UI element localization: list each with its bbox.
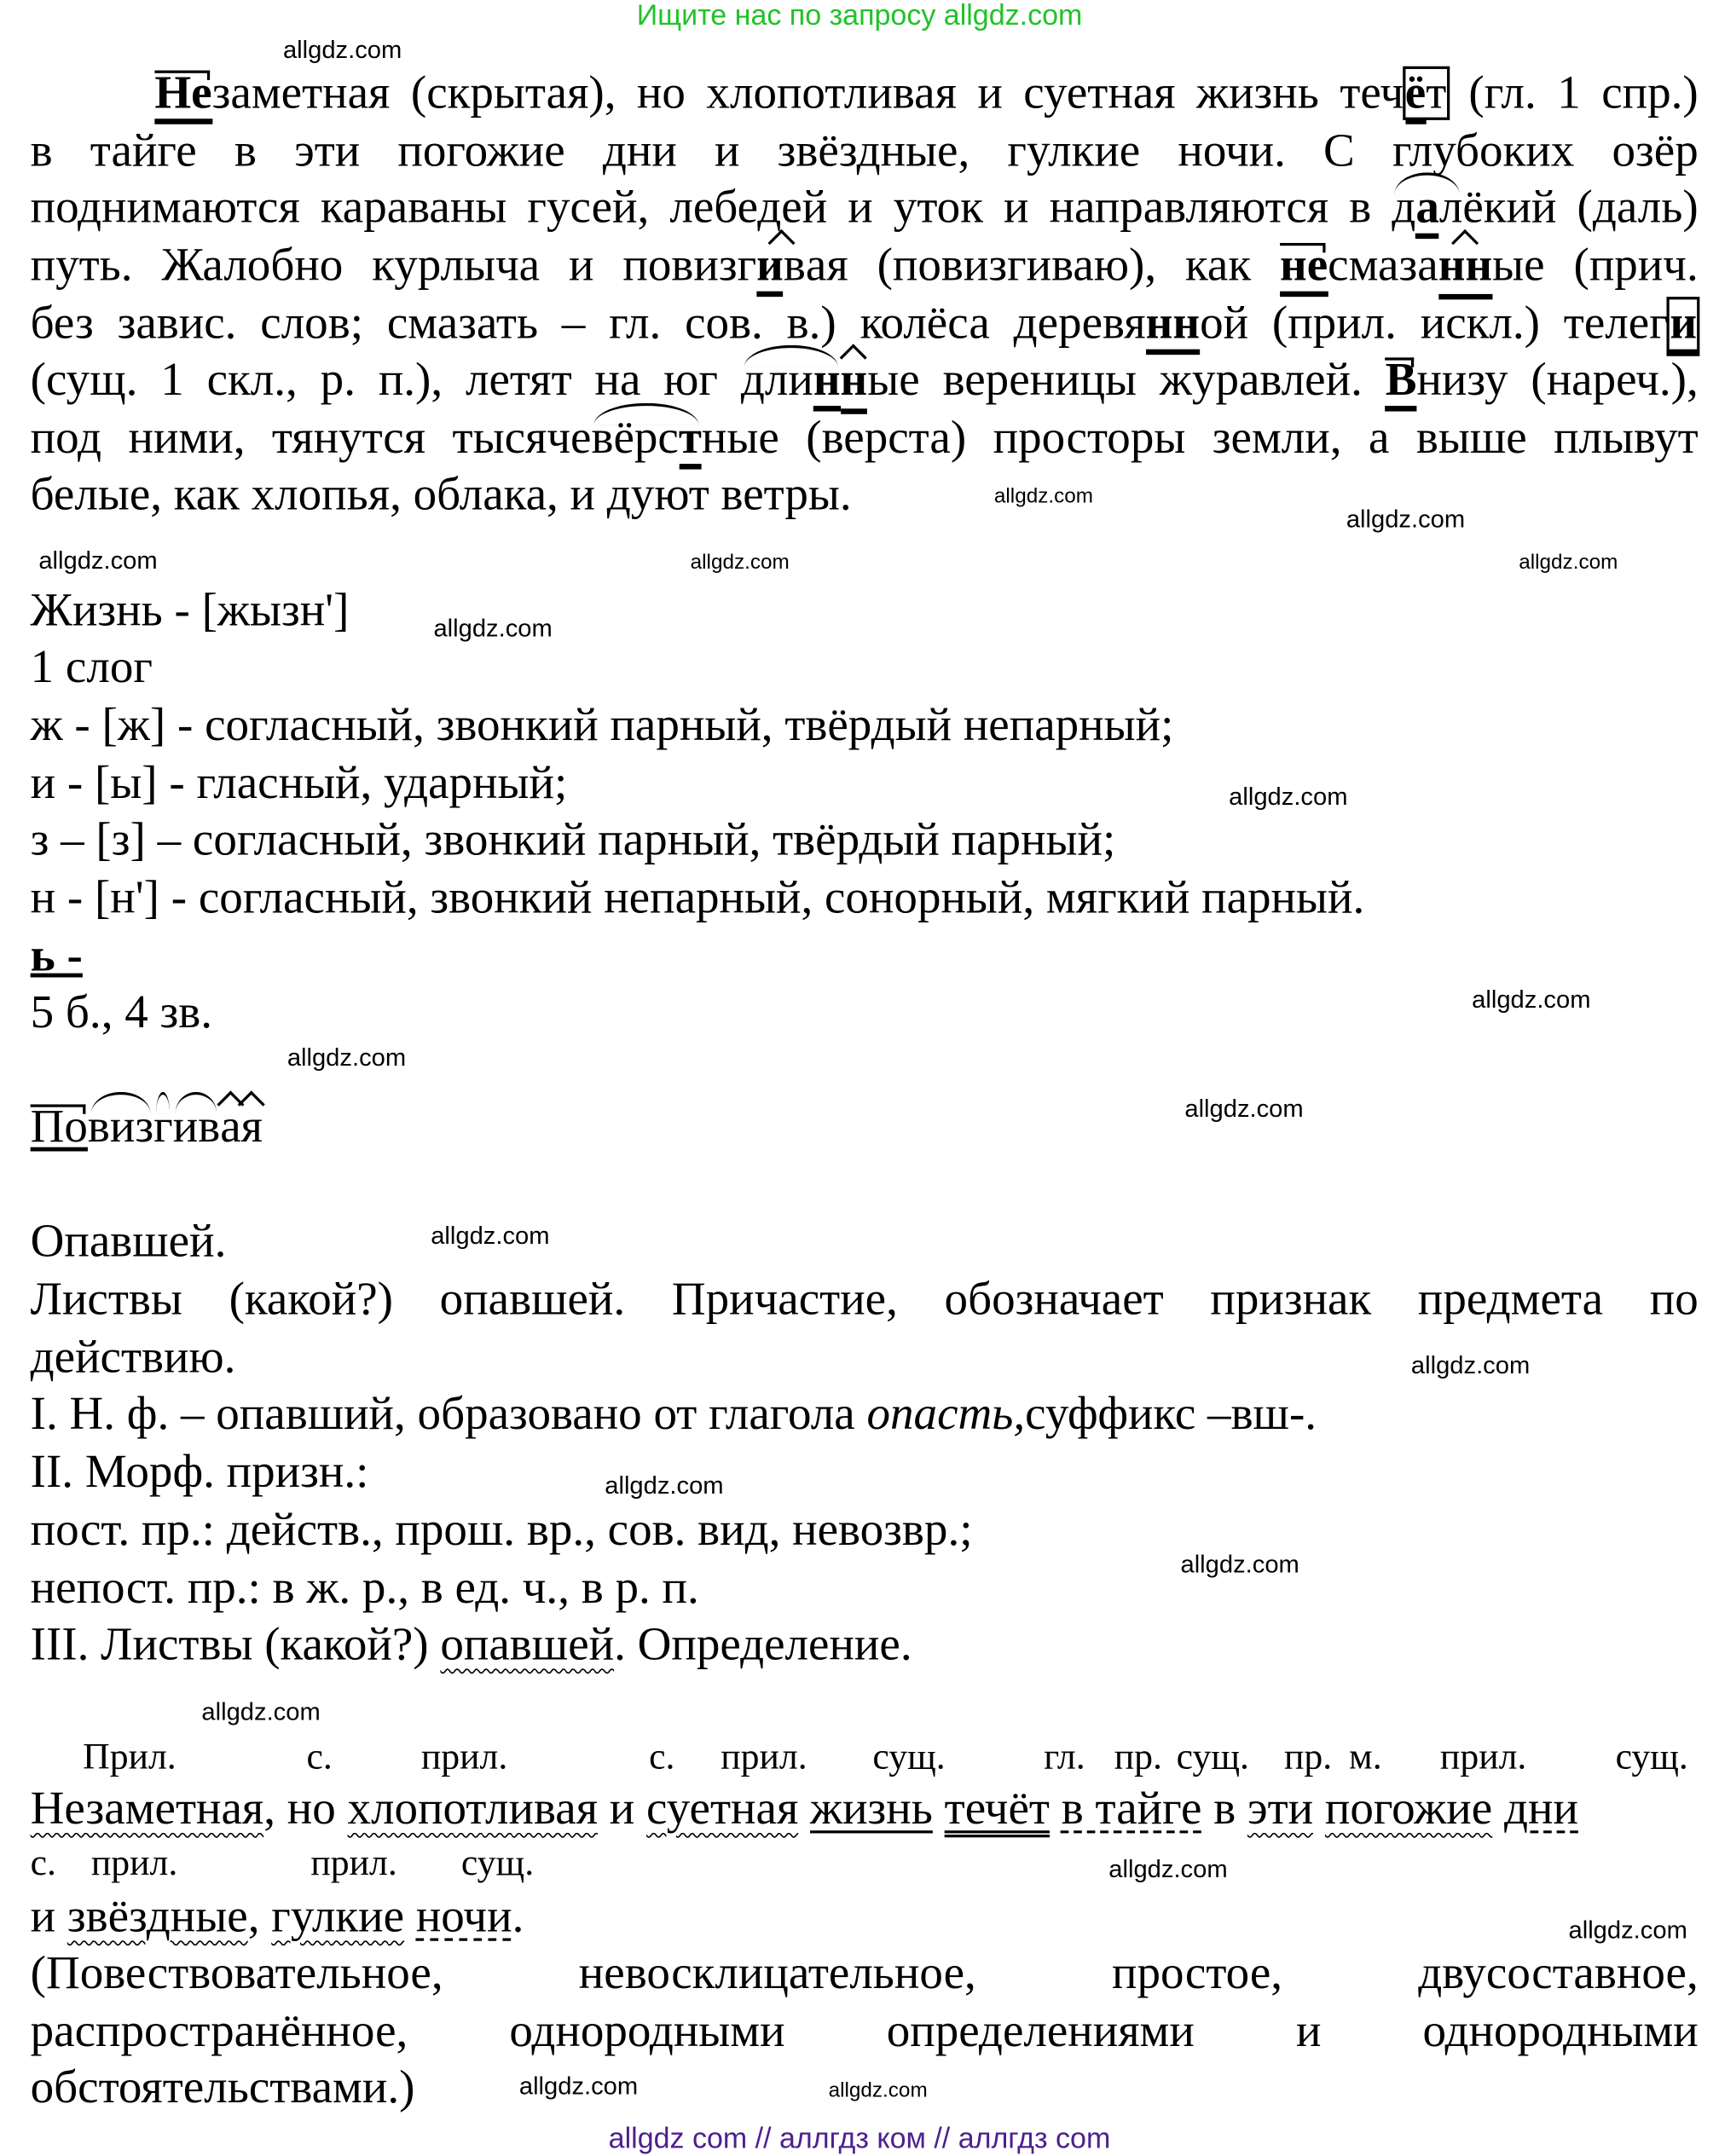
text: нн bbox=[1146, 298, 1200, 355]
suffix-mark: н bbox=[841, 354, 868, 414]
watermark: allgdz.com bbox=[1568, 1916, 1687, 1944]
pos-label: сущ. bbox=[460, 1841, 535, 1883]
text: под ними, тянутся тысяче bbox=[30, 413, 592, 465]
pos-label: с. bbox=[306, 1735, 333, 1777]
text: заметная (скрытая), но хлопотливая и суетная жизнь теч bbox=[211, 67, 1404, 119]
text: а bbox=[1415, 182, 1439, 239]
watermark: allgdz.com bbox=[690, 551, 790, 575]
header-banner[interactable]: Ищите нас по запросу allgdz.com bbox=[636, 0, 1083, 32]
sentence-description: обстоятельствами.) bbox=[30, 2062, 415, 2114]
watermark: allgdz.com bbox=[518, 2072, 639, 2100]
text: опасть, bbox=[866, 1389, 1026, 1440]
sound-total: 5 б., 4 зв. bbox=[30, 986, 213, 1038]
parsed-sentence bbox=[31, 1783, 1578, 1838]
suffix-arc: ив bbox=[173, 1101, 220, 1156]
text: ные (верста) просторы земли, а выше плывут bbox=[701, 413, 1699, 465]
suffix-mark: нн bbox=[1438, 239, 1492, 299]
pos-label: пр. bbox=[1114, 1735, 1162, 1777]
word: хлопотливая bbox=[347, 1783, 599, 1835]
word bbox=[933, 1783, 945, 1835]
pos-label: сущ. bbox=[1176, 1735, 1249, 1777]
watermark: allgdz.com bbox=[431, 1222, 550, 1250]
participle-line bbox=[31, 1387, 1317, 1442]
parsed-sentence bbox=[31, 1890, 524, 1945]
prefix-mark: В bbox=[1386, 355, 1417, 411]
predicate: течёт bbox=[944, 1783, 1050, 1835]
word: погожие bbox=[1324, 1783, 1493, 1835]
participle-line bbox=[31, 1618, 912, 1673]
paragraph-line bbox=[31, 354, 1699, 414]
text: низу (нареч.), bbox=[1416, 355, 1699, 407]
text: суффикс –вш-. bbox=[1025, 1389, 1317, 1440]
root-arc bbox=[741, 354, 841, 409]
watermark: allgdz.com bbox=[286, 1043, 407, 1072]
watermark: allgdz.com bbox=[433, 614, 553, 642]
footer-links[interactable]: allgdz com // аллгдз ком // аллгдз com bbox=[608, 2123, 1111, 2155]
word: эти bbox=[1247, 1783, 1314, 1835]
word: , но bbox=[263, 1783, 348, 1835]
pos-label: сущ. bbox=[1615, 1735, 1688, 1777]
text: д bbox=[1392, 182, 1416, 234]
word bbox=[404, 1891, 416, 1942]
text: ёкий (даль) bbox=[1462, 182, 1699, 234]
watermark: allgdz.com bbox=[993, 484, 1094, 508]
text: т bbox=[1426, 67, 1447, 119]
participle-word: Опавшей. bbox=[30, 1216, 227, 1268]
watermark: allgdz.com bbox=[1519, 551, 1618, 575]
participle-line: непост. пр.: в ж. р., в ед. ч., в р. п. bbox=[30, 1563, 699, 1614]
word: звёздные bbox=[67, 1891, 248, 1943]
paragraph-line bbox=[31, 412, 1699, 467]
watermark: allgdz.com bbox=[1346, 505, 1466, 534]
word bbox=[1313, 1783, 1325, 1835]
watermark: allgdz.com bbox=[1472, 986, 1591, 1014]
watermark: allgdz.com bbox=[605, 1471, 724, 1500]
paragraph-line bbox=[31, 297, 1699, 352]
prefix-mark: не bbox=[1280, 240, 1328, 297]
pos-label: прил. bbox=[420, 1735, 508, 1777]
text: ые вереницы журавлей. bbox=[867, 355, 1386, 407]
pos-label: с. bbox=[30, 1841, 56, 1883]
pos-label: прил. bbox=[90, 1841, 178, 1883]
watermark: allgdz.com bbox=[38, 546, 158, 575]
watermark: allgdz.com bbox=[1229, 783, 1348, 811]
root-arc: виз bbox=[88, 1101, 153, 1156]
root-arc bbox=[591, 412, 701, 467]
morphemic-word bbox=[31, 1101, 263, 1156]
text: III. Листвы (какой?) bbox=[30, 1619, 441, 1671]
watermark: allgdz.com bbox=[1108, 1855, 1228, 1883]
text: (сущ. 1 скл., р. п.), летят на юг bbox=[30, 355, 741, 407]
word: Незаметная bbox=[30, 1783, 264, 1835]
text: ые (прич. bbox=[1492, 240, 1699, 292]
text: опавшей bbox=[440, 1619, 615, 1671]
text: (гл. 1 спр.) bbox=[1468, 67, 1699, 119]
text: I. Н. ф. – опавший, образовано от глагола bbox=[30, 1389, 867, 1440]
pos-label: прил. bbox=[721, 1735, 807, 1777]
pos-label: Прил. bbox=[83, 1735, 177, 1777]
text: в bbox=[783, 240, 806, 292]
pos-label: прил. bbox=[1439, 1735, 1527, 1777]
subject: жизнь bbox=[810, 1783, 933, 1835]
paragraph-line: белые, как хлопья, облака, и дуют ветры. bbox=[30, 469, 852, 521]
soft-sign: ь - bbox=[30, 930, 83, 982]
word bbox=[798, 1783, 810, 1835]
suffix-mark bbox=[756, 239, 806, 294]
participle-line: Листвы (какой?) опавшей. Причастие, обозначает признак предмета по bbox=[30, 1274, 1699, 1326]
watermark: allgdz.com bbox=[201, 1697, 321, 1726]
sound-line: н - [н'] - согласный, звонкий непарный, сонорный, мягкий парный. bbox=[30, 872, 1365, 924]
sound-line: ж - [ж] - согласный, звонкий парный, твёрдый непарный; bbox=[30, 699, 1174, 751]
watermark: allgdz.com bbox=[1410, 1351, 1531, 1379]
participle-line: II. Морф. призн.: bbox=[30, 1447, 369, 1498]
adverbial: ночи bbox=[415, 1891, 512, 1943]
sentence-description: (Повествовательное, невосклицательное, простое, двусоставное, bbox=[30, 1947, 1699, 1999]
phonetic-word: Жизнь - [жызн'] bbox=[30, 585, 350, 637]
adverbial: в тайге bbox=[1061, 1783, 1202, 1835]
text: без завис. слов; смазать – гл. сов. в.) колёса деревя bbox=[30, 298, 1146, 350]
text: т bbox=[679, 413, 702, 469]
word: . bbox=[512, 1891, 524, 1943]
text: л bbox=[1438, 182, 1463, 234]
paragraph-line bbox=[31, 181, 1699, 236]
text: ой (прил. искл.) телег bbox=[1200, 298, 1669, 350]
word: , bbox=[247, 1891, 272, 1943]
paragraph-line: в тайге в эти погожие дни и звёздные, гулкие ночи. С глубоких озёр bbox=[30, 125, 1699, 177]
watermark: allgdz.com bbox=[1180, 1550, 1299, 1578]
adverbial: дни bbox=[1503, 1783, 1578, 1835]
sound-line: з – [з] – согласный, звонкий парный, твёрдый парный; bbox=[30, 814, 1116, 866]
text: поднимаются караваны гусей, лебедей и уток и направляются в bbox=[30, 182, 1392, 234]
watermark: allgdz.com bbox=[282, 36, 402, 64]
prefix-mark: По bbox=[30, 1101, 88, 1153]
text: смаза bbox=[1328, 240, 1438, 292]
paragraph-line bbox=[31, 239, 1699, 299]
pos-label: сущ. bbox=[872, 1735, 946, 1777]
word bbox=[1492, 1783, 1504, 1835]
text: и bbox=[756, 240, 784, 297]
root-arc bbox=[1392, 181, 1462, 236]
prefix-mark: Не bbox=[154, 67, 211, 124]
text: дли bbox=[740, 355, 813, 407]
ending-box: и bbox=[1669, 298, 1699, 355]
word: и bbox=[30, 1891, 67, 1943]
watermark: allgdz.com bbox=[1184, 1095, 1304, 1123]
text: путь. Жалобно курлыча и повизг bbox=[30, 240, 757, 292]
text: вёрс bbox=[591, 413, 679, 465]
text: ё bbox=[1405, 67, 1426, 124]
word: гулкие bbox=[271, 1891, 405, 1943]
suffix-mark: а bbox=[220, 1101, 240, 1156]
participle-line: действию. bbox=[30, 1332, 236, 1384]
sentence-description: распространённое, однородными определениями и однородными bbox=[30, 2005, 1699, 2057]
text: ая (повизгиваю), как bbox=[805, 240, 1280, 292]
word bbox=[1050, 1783, 1062, 1835]
syllable-count: 1 слог bbox=[30, 641, 153, 693]
watermark: allgdz.com bbox=[828, 2078, 928, 2103]
suffix-mark: я bbox=[241, 1101, 263, 1156]
participle-line: пост. пр.: действ., прош. вр., сов. вид, невозвр.; bbox=[30, 1505, 973, 1556]
root-arc: г bbox=[153, 1101, 173, 1156]
word: в bbox=[1201, 1783, 1247, 1835]
pos-label: пр. bbox=[1283, 1735, 1333, 1777]
pos-label: прил. bbox=[310, 1841, 397, 1883]
pos-label: гл. bbox=[1044, 1735, 1085, 1777]
text: н bbox=[813, 355, 841, 411]
word: и bbox=[598, 1783, 647, 1835]
word: суетная bbox=[646, 1783, 799, 1835]
text: . Определение. bbox=[614, 1619, 912, 1671]
pos-label: м. bbox=[1349, 1735, 1382, 1777]
sound-line: и - [ы] - гласный, ударный; bbox=[30, 757, 568, 809]
paragraph-line bbox=[154, 66, 1698, 122]
pos-label: с. bbox=[649, 1735, 675, 1777]
ending-box bbox=[1404, 67, 1448, 118]
